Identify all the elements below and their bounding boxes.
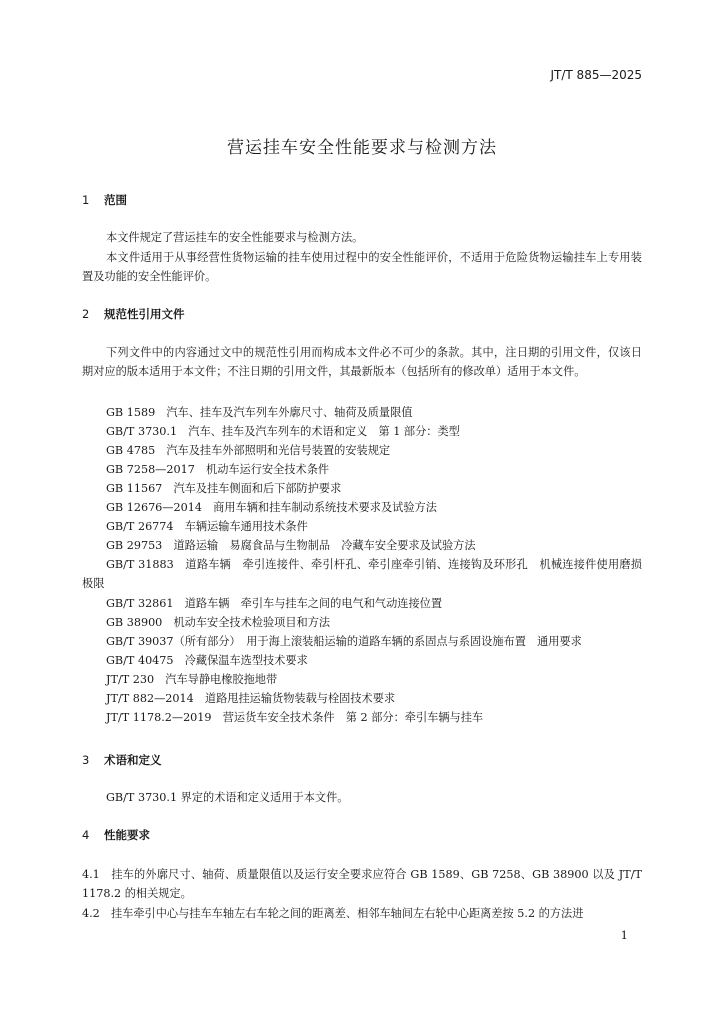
page-number: 1 <box>620 928 628 942</box>
paragraph: 下列文件中的内容通过文中的规范性引用而构成本文件必不可少的条款。其中，注日期的引用文件，仅该日期对应的版本适用于本文件；不注日期的引用文件，其最新版本（包括所有的修改单）适用于本文件。 <box>82 346 642 378</box>
clause-4-2: 4.2 挂车牵引中心与挂车车轴左右车轮之间的距离差、相邻车轴间左右轮中心距离差按 5.2 的方法进 <box>82 907 584 920</box>
reference-item: GB/T 26774 车辆运输车通用技术条件 <box>106 520 308 533</box>
reference-item: JT/T 882—2014 道路甩挂运输货物装载与栓固技术要求 <box>106 692 396 705</box>
reference-item: JT/T 230 汽车导静电橡胶拖地带 <box>106 673 278 686</box>
clause-4-1: 4.1 挂车的外廓尺寸、轴荷、质量限值以及运行安全要求应符合 GB 1589、GB 7258、GB 38900 以及 JT/T 1178.2 的相关规定。 <box>82 868 642 900</box>
reference-item: GB 11567 汽车及挂车侧面和后下部防护要求 <box>106 482 342 495</box>
reference-item: GB 38900 机动车安全技术检验项目和方法 <box>106 616 331 629</box>
paragraph: 本文件适用于从事经营性货物运输的挂车使用过程中的安全性能评价，不适用于危险货物运输挂车上专用装置及功能的安全性能评价。 <box>82 251 642 283</box>
section-title: 术语和定义 <box>104 753 162 767</box>
section-title: 性能要求 <box>104 828 150 842</box>
reference-item: GB/T 31883 道路车辆 牵引连接件、牵引杆孔、牵引座牵引销、连接钩及环形孔 机械连接件使用磨损极限 <box>82 558 642 590</box>
reference-item: GB 12676—2014 商用车辆和挂车制动系统技术要求及试验方法 <box>106 501 437 514</box>
section-title: 规范性引用文件 <box>104 307 185 321</box>
section-2-heading <box>82 306 185 322</box>
reference-item: GB 4785 汽车及挂车外部照明和光信号装置的安装规定 <box>106 444 391 457</box>
reference-item: GB 1589 汽车、挂车及汽车列车外廓尺寸、轴荷及质量限值 <box>106 406 413 419</box>
paragraph: GB/T 3730.1 界定的术语和定义适用于本文件。 <box>106 791 349 804</box>
section-1-heading <box>82 192 127 208</box>
paragraph: 本文件规定了营运挂车的安全性能要求与检测方法。 <box>106 231 364 244</box>
section-number: 1 <box>82 193 90 207</box>
section-number: 2 <box>82 307 90 321</box>
reference-item: GB 29753 道路运输 易腐食品与生物制品 冷藏车安全要求及试验方法 <box>106 539 476 552</box>
standard-code: JT/T 885—2025 <box>550 68 642 82</box>
reference-item: JT/T 1178.2—2019 营运货车安全技术条件 第 2 部分：牵引车辆与挂车 <box>106 711 484 724</box>
section-number: 3 <box>82 753 90 767</box>
reference-item: GB 7258—2017 机动车运行安全技术条件 <box>106 463 330 476</box>
reference-item: GB/T 32861 道路车辆 牵引车与挂车之间的电气和气动连接位置 <box>106 597 443 610</box>
section-3-heading <box>82 752 162 768</box>
document-title: 营运挂车安全性能要求与检测方法 <box>227 138 497 158</box>
section-4-heading <box>82 827 150 843</box>
reference-item: GB/T 40475 冷藏保温车选型技术要求 <box>106 654 308 667</box>
section-title: 范围 <box>104 193 127 207</box>
reference-item: GB/T 3730.1 汽车、挂车及汽车列车的术语和定义 第 1 部分：类型 <box>106 425 460 438</box>
reference-item: GB/T 39037（所有部分） 用于海上滚装船运输的道路车辆的系固点与系固设施布置 通用要求 <box>106 635 582 648</box>
section-number: 4 <box>82 828 90 842</box>
